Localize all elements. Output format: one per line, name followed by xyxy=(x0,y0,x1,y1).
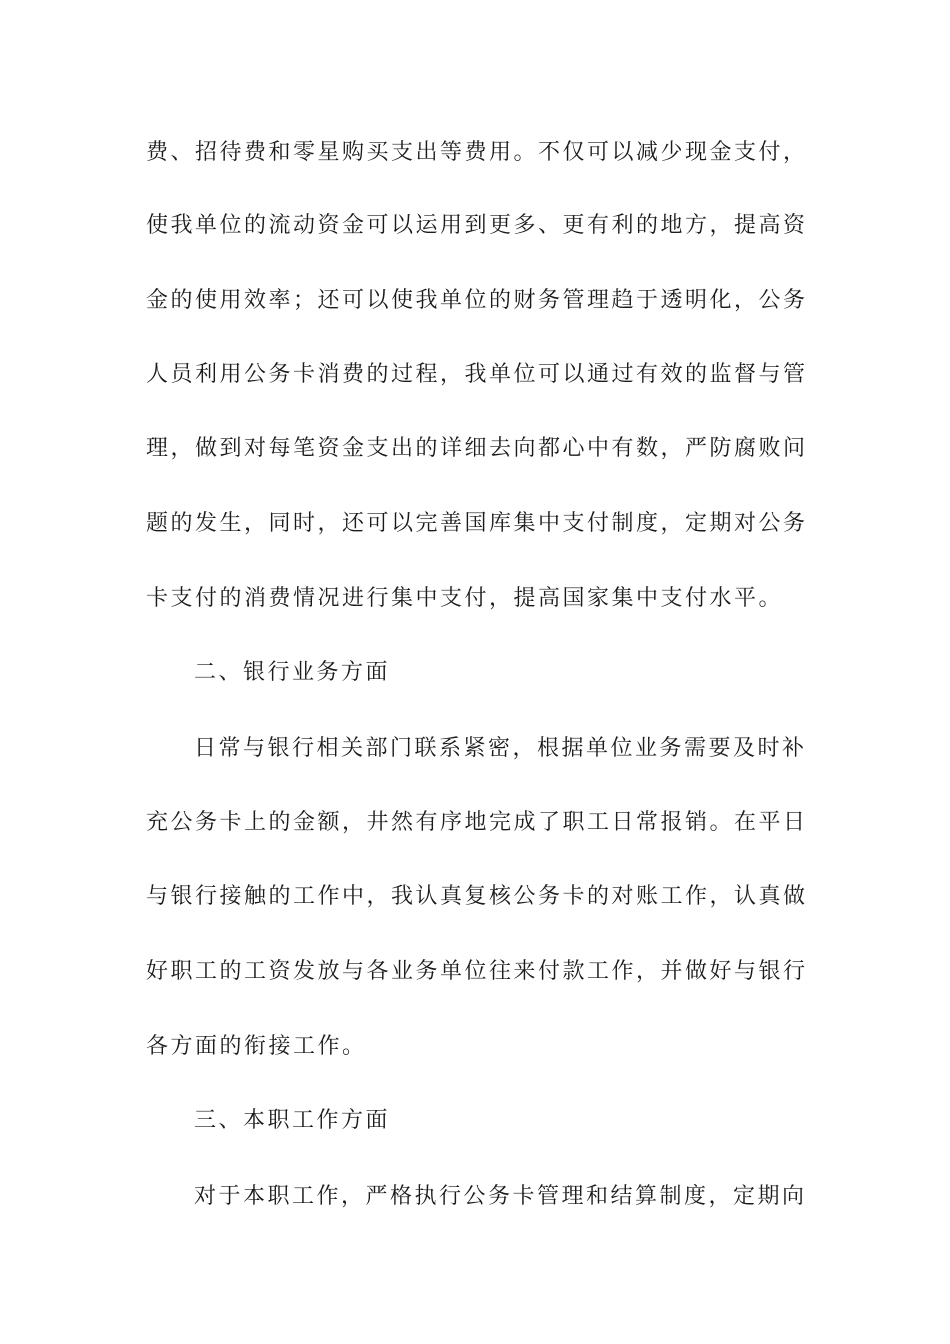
paragraph-line: 对于本职工作，严格执行公务卡管理和结算制度，定期向 xyxy=(194,1184,807,1209)
paragraph-line: 理，做到对每笔资金支出的详细去向都心中有数，严防腐败问 xyxy=(146,436,808,461)
section-heading: 三、本职工作方面 xyxy=(194,1108,391,1133)
paragraph-line: 与银行接触的工作中，我认真复核公务卡的对账工作，认真做 xyxy=(146,884,808,909)
paragraph-line: 好职工的工资发放与各业务单位往来付款工作，并做好与银行 xyxy=(146,959,808,984)
paragraph-line: 充公务卡上的金额，井然有序地完成了职工日常报销。在平日 xyxy=(146,810,808,835)
paragraph-line: 卡支付的消费情况进行集中支付，提高国家集中支付水平。 xyxy=(146,586,784,611)
paragraph-line: 金的使用效率；还可以使我单位的财务管理趋于透明化，公务 xyxy=(146,288,808,313)
paragraph-line: 各方面的衔接工作。 xyxy=(146,1034,367,1059)
paragraph-line: 日常与银行相关部门联系紧密，根据单位业务需要及时补 xyxy=(194,736,807,761)
paragraph-line: 使我单位的流动资金可以运用到更多、更有利的地方，提高资 xyxy=(146,213,808,238)
paragraph-line: 人员利用公务卡消费的过程，我单位可以通过有效的监督与管 xyxy=(146,362,808,387)
paragraph-line: 费、招待费和零星购买支出等费用。不仅可以减少现金支付， xyxy=(146,140,808,165)
section-heading: 二、银行业务方面 xyxy=(194,660,391,685)
paragraph-line: 题的发生，同时，还可以完善国库集中支付制度，定期对公务 xyxy=(146,511,808,536)
